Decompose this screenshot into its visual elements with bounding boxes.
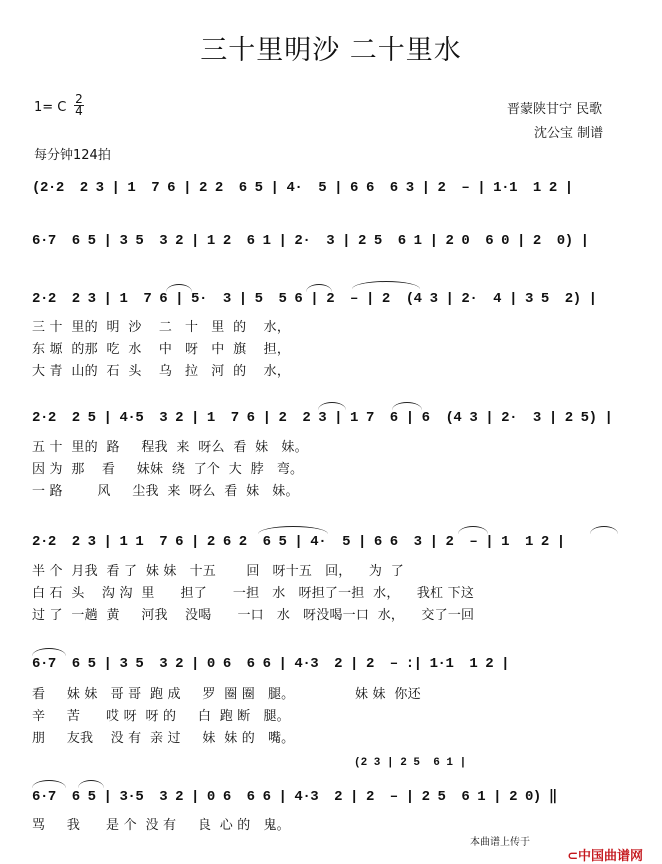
song-origin: 晋蒙陕甘宁 民歌 [507, 102, 603, 117]
slur [32, 648, 66, 656]
time-signature [74, 94, 84, 117]
lyric-line: 过 了 一趟 黄 河我 没喝 一口 水 呀没喝一口 水， 交了一回 [32, 608, 475, 623]
lyric-line: 朋 友我 没 有 亲 过 妹 妹 的 嘴。 [32, 731, 295, 746]
lyric-line: 一 路 风 尘我 来 呀么 看 妹 妹。 [32, 484, 299, 499]
alternate-ending: (2 3 | 2 5 6 1 | [354, 757, 467, 769]
lyric-line: 骂 我 是 个 没 有 良 心 的 鬼。 [32, 818, 290, 833]
slur [318, 402, 346, 410]
lyric-line: 半 个 月我 看 了 妹 妹 十五 回 呀十五 回， 为 了 [32, 564, 404, 579]
arranger: 沈公宝 制谱 [534, 126, 604, 141]
tempo-marking: 每分钟124拍 [34, 148, 111, 163]
time-denominator: 4 [75, 104, 83, 118]
site-logo[interactable] [558, 830, 643, 864]
upload-note: 本曲谱上传于 [470, 837, 530, 848]
notation-line: 2·2 2 5 | 4·5 3 2 | 1 7 6 | 2 2 3 | 1 7 6 | 6 (4 3 | 2· 3 | 2 5) | [32, 410, 613, 426]
lyric-line: 三 十 里的 明 沙 二 十 里 的 水， [32, 320, 291, 335]
lyric-line: 大 青 山的 石 头 乌 拉 河 的 水， [32, 364, 291, 379]
logo-text: 中国曲谱网 [577, 849, 643, 864]
slur [458, 526, 488, 534]
slur [590, 526, 618, 534]
notation-line: 2·2 2 3 | 1 7 6 | 5· 3 | 5 5 6 | 2 – | 2 (4 3 | 2· 4 | 3 5 2) | [32, 291, 597, 307]
notation-line: (2·2 2 3 | 1 7 6 | 2 2 6 5 | 4· 5 | 6 6 6 3 | 2 – | 1·1 1 2 | [32, 180, 573, 196]
logo-mark-icon: ⊂ [567, 849, 578, 864]
lyric-line: 因 为 那 看 妹妹 绕 了个 大 脖 弯。 [32, 462, 304, 477]
notation-line: 6·7 6 5 | 3 5 3 2 | 1 2 6 1 | 2· 3 | 2 5 6 1 | 2 0 6 0 | 2 0) | [32, 233, 589, 249]
slur [258, 526, 328, 534]
slur [392, 402, 422, 410]
lyric-line: 看 妹 妹 哥 哥 跑 成 罗 圈 圈 腿。 妹 妹 你还 [32, 687, 421, 702]
notation-line: 6·7 6 5 | 3·5 3 2 | 0 6 6 6 | 4·3 2 | 2 – | 2 5 6 1 | 2 0) ‖ [32, 789, 557, 805]
tie [352, 281, 420, 289]
notation-line: 6·7 6 5 | 3 5 3 2 | 0 6 6 6 | 4·3 2 | 2 – :| 1·1 1 2 | [32, 656, 510, 672]
key-signature: 1= C [34, 100, 67, 115]
slur [32, 780, 66, 788]
lyric-line: 白 石 头 沟 沟 里 担了 一担 水 呀担了一担 水， 我杠 下这 [32, 586, 475, 601]
notation-line: 2·2 2 3 | 1 1 7 6 | 2 6 2 6 5 | 4· 5 | 6 6 3 | 2 – | 1 1 2 | [32, 534, 565, 550]
page-title: 三十里明沙 二十里水 [200, 35, 462, 66]
lyric-line: 辛 苦 哎 呀 呀 的 白 跑 断 腿。 [32, 709, 290, 724]
slur [78, 780, 104, 788]
lyric-line: 五 十 里的 路 程我 来 呀么 看 妹 妹。 [32, 440, 308, 455]
time-numerator: 2 [75, 92, 83, 106]
lyric-line: 东 塬 的那 吃 水 中 呀 中 旗 担， [32, 342, 291, 357]
